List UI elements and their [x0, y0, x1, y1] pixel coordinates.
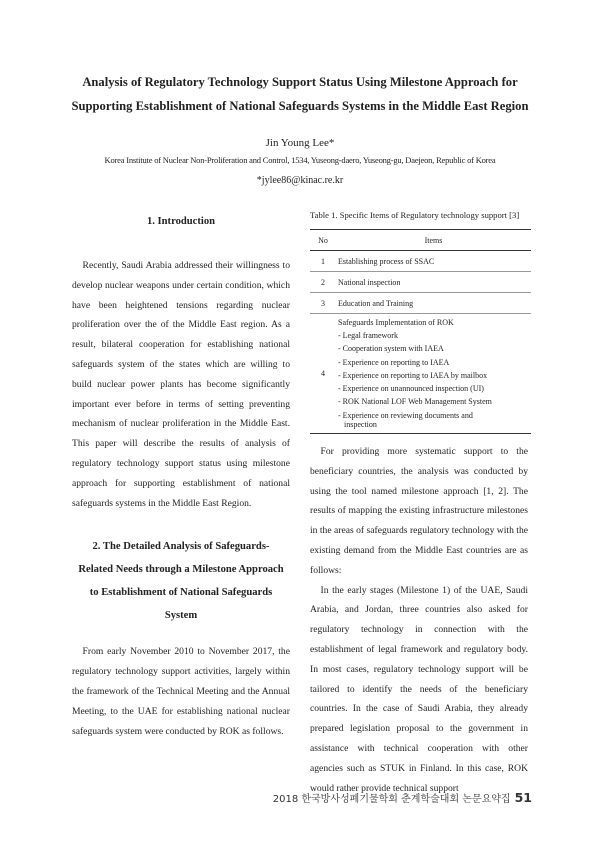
row-item: [336, 314, 531, 434]
page-number: 51: [514, 790, 532, 805]
section-2-heading-line-2: Related Needs through a Milestone Approach: [78, 564, 284, 576]
right-paragraph-1: For providing more systematic support to the beneficiary countries, the analysis was conducted by using the tool named milestone approach [1, 2]. The results of mapping the existing infrastructure milestones in the areas of safeguards regulatory technology with the existing demand from the Middle East countries are as follows:: [310, 446, 528, 576]
row-item: Education and Training: [336, 293, 531, 314]
row-number: 3: [310, 293, 336, 314]
author-email: *jylee86@kinac.re.kr: [256, 175, 344, 186]
section-2-heading-line-4: System: [164, 610, 198, 622]
left-column: [72, 210, 290, 741]
author-name: Jin Young Lee*: [265, 137, 335, 149]
column-header-no: No: [310, 230, 336, 251]
title-line-1: Analysis of Regulatory Technology Support Status Using Milestone Approach for: [82, 75, 518, 89]
row-number: 4: [310, 314, 336, 434]
row-item: Establishing process of SSAC: [336, 251, 531, 272]
sub-item-list: [338, 329, 529, 430]
paper-title: [40, 70, 560, 118]
list-item: - Experience on reporting to IAEA: [338, 357, 450, 367]
section-2-paragraph: From early November 2010 to November 2017, the regulatory technology support activities, largely within the framework of the Technical Meeting and the Annual Meeting, to the UAE for establishing national nuclear safeguards system were conducted by ROK as follows.: [72, 646, 290, 737]
list-item: - ROK National LOF Web Management System: [338, 397, 492, 407]
row-item: National inspection: [336, 272, 531, 293]
section-2-heading-line-3: to Establishment of National Safeguards: [89, 587, 273, 599]
title-line-2: Supporting Establishment of National Safeguards Systems in the Middle East Region: [71, 99, 529, 113]
table-row: [310, 293, 531, 314]
row-number: 1: [310, 251, 336, 272]
table-row: [310, 251, 531, 272]
list-item: - Experience on reporting to IAEA by mailbox: [338, 370, 488, 380]
row-number: 2: [310, 272, 336, 293]
table-1-caption: Table 1. Specific Items of Regulatory technology support [3]: [310, 210, 520, 220]
section-2-heading: [72, 535, 290, 627]
list-item: - Legal framework: [338, 331, 398, 340]
list-item: - Cooperation system with IAEA: [338, 344, 444, 354]
table-row: [310, 314, 531, 434]
table-header-row: [310, 230, 531, 251]
right-column-text: [310, 442, 528, 798]
list-item: - Experience on reviewing documents and: [338, 410, 473, 420]
row-item-title: Safeguards Implementation of ROK: [338, 318, 454, 327]
table-1: [310, 229, 531, 434]
column-header-items: Items: [336, 230, 531, 251]
list-item: inspection: [344, 420, 377, 430]
table-row: [310, 272, 531, 293]
section-1-paragraph: Recently, Saudi Arabia addressed their willingness to develop nuclear weapons under certain condition, which have been heightened tensions regarding nuclear proliferation over the of the Middle East region. As a result, bilateral cooperation for establishing national safeguards system of the states which are willing to build nuclear power plants has become significantly important ever before in terms of setting preventing mechanism of nuclear proliferation in the Middle East. This paper will describe the results of analysis of regulatory technology support status using milestone approach for supporting establishment of national safeguards systems in the Middle East Region.: [72, 260, 290, 509]
section-2-heading-line-1: 2. The Detailed Analysis of Safeguards-: [92, 541, 270, 553]
right-paragraph-2: In the early stages (Milestone 1) of the UAE, Saudi Arabia, and Jordan, three countries also asked for regulatory technology in connection with the establishment of legal framework and regulatory body. In most cases, regulatory technology support will be tailored to identify the needs of the beneficiary countries. In the case of Saudi Arabia, they already prepared legislation proposal to the government in assistance with technical cooperation with other agencies such as STUK in Finland. In this case, ROK would rather provide technical support: [310, 584, 528, 794]
section-1-heading: 1. Introduction: [146, 216, 216, 227]
footer-text: 2018 한국방사성폐기물학회 춘계학술대회 논문요약집: [272, 794, 511, 805]
author-affiliation: Korea Institute of Nuclear Non-Proliferation and Control, 1534, Yuseong-daero, Yuseong-gu, Daejeon, Republic of Korea: [104, 155, 496, 165]
page-footer: [273, 790, 532, 805]
list-item: - Experience on unannounced inspection (UI): [338, 384, 484, 394]
